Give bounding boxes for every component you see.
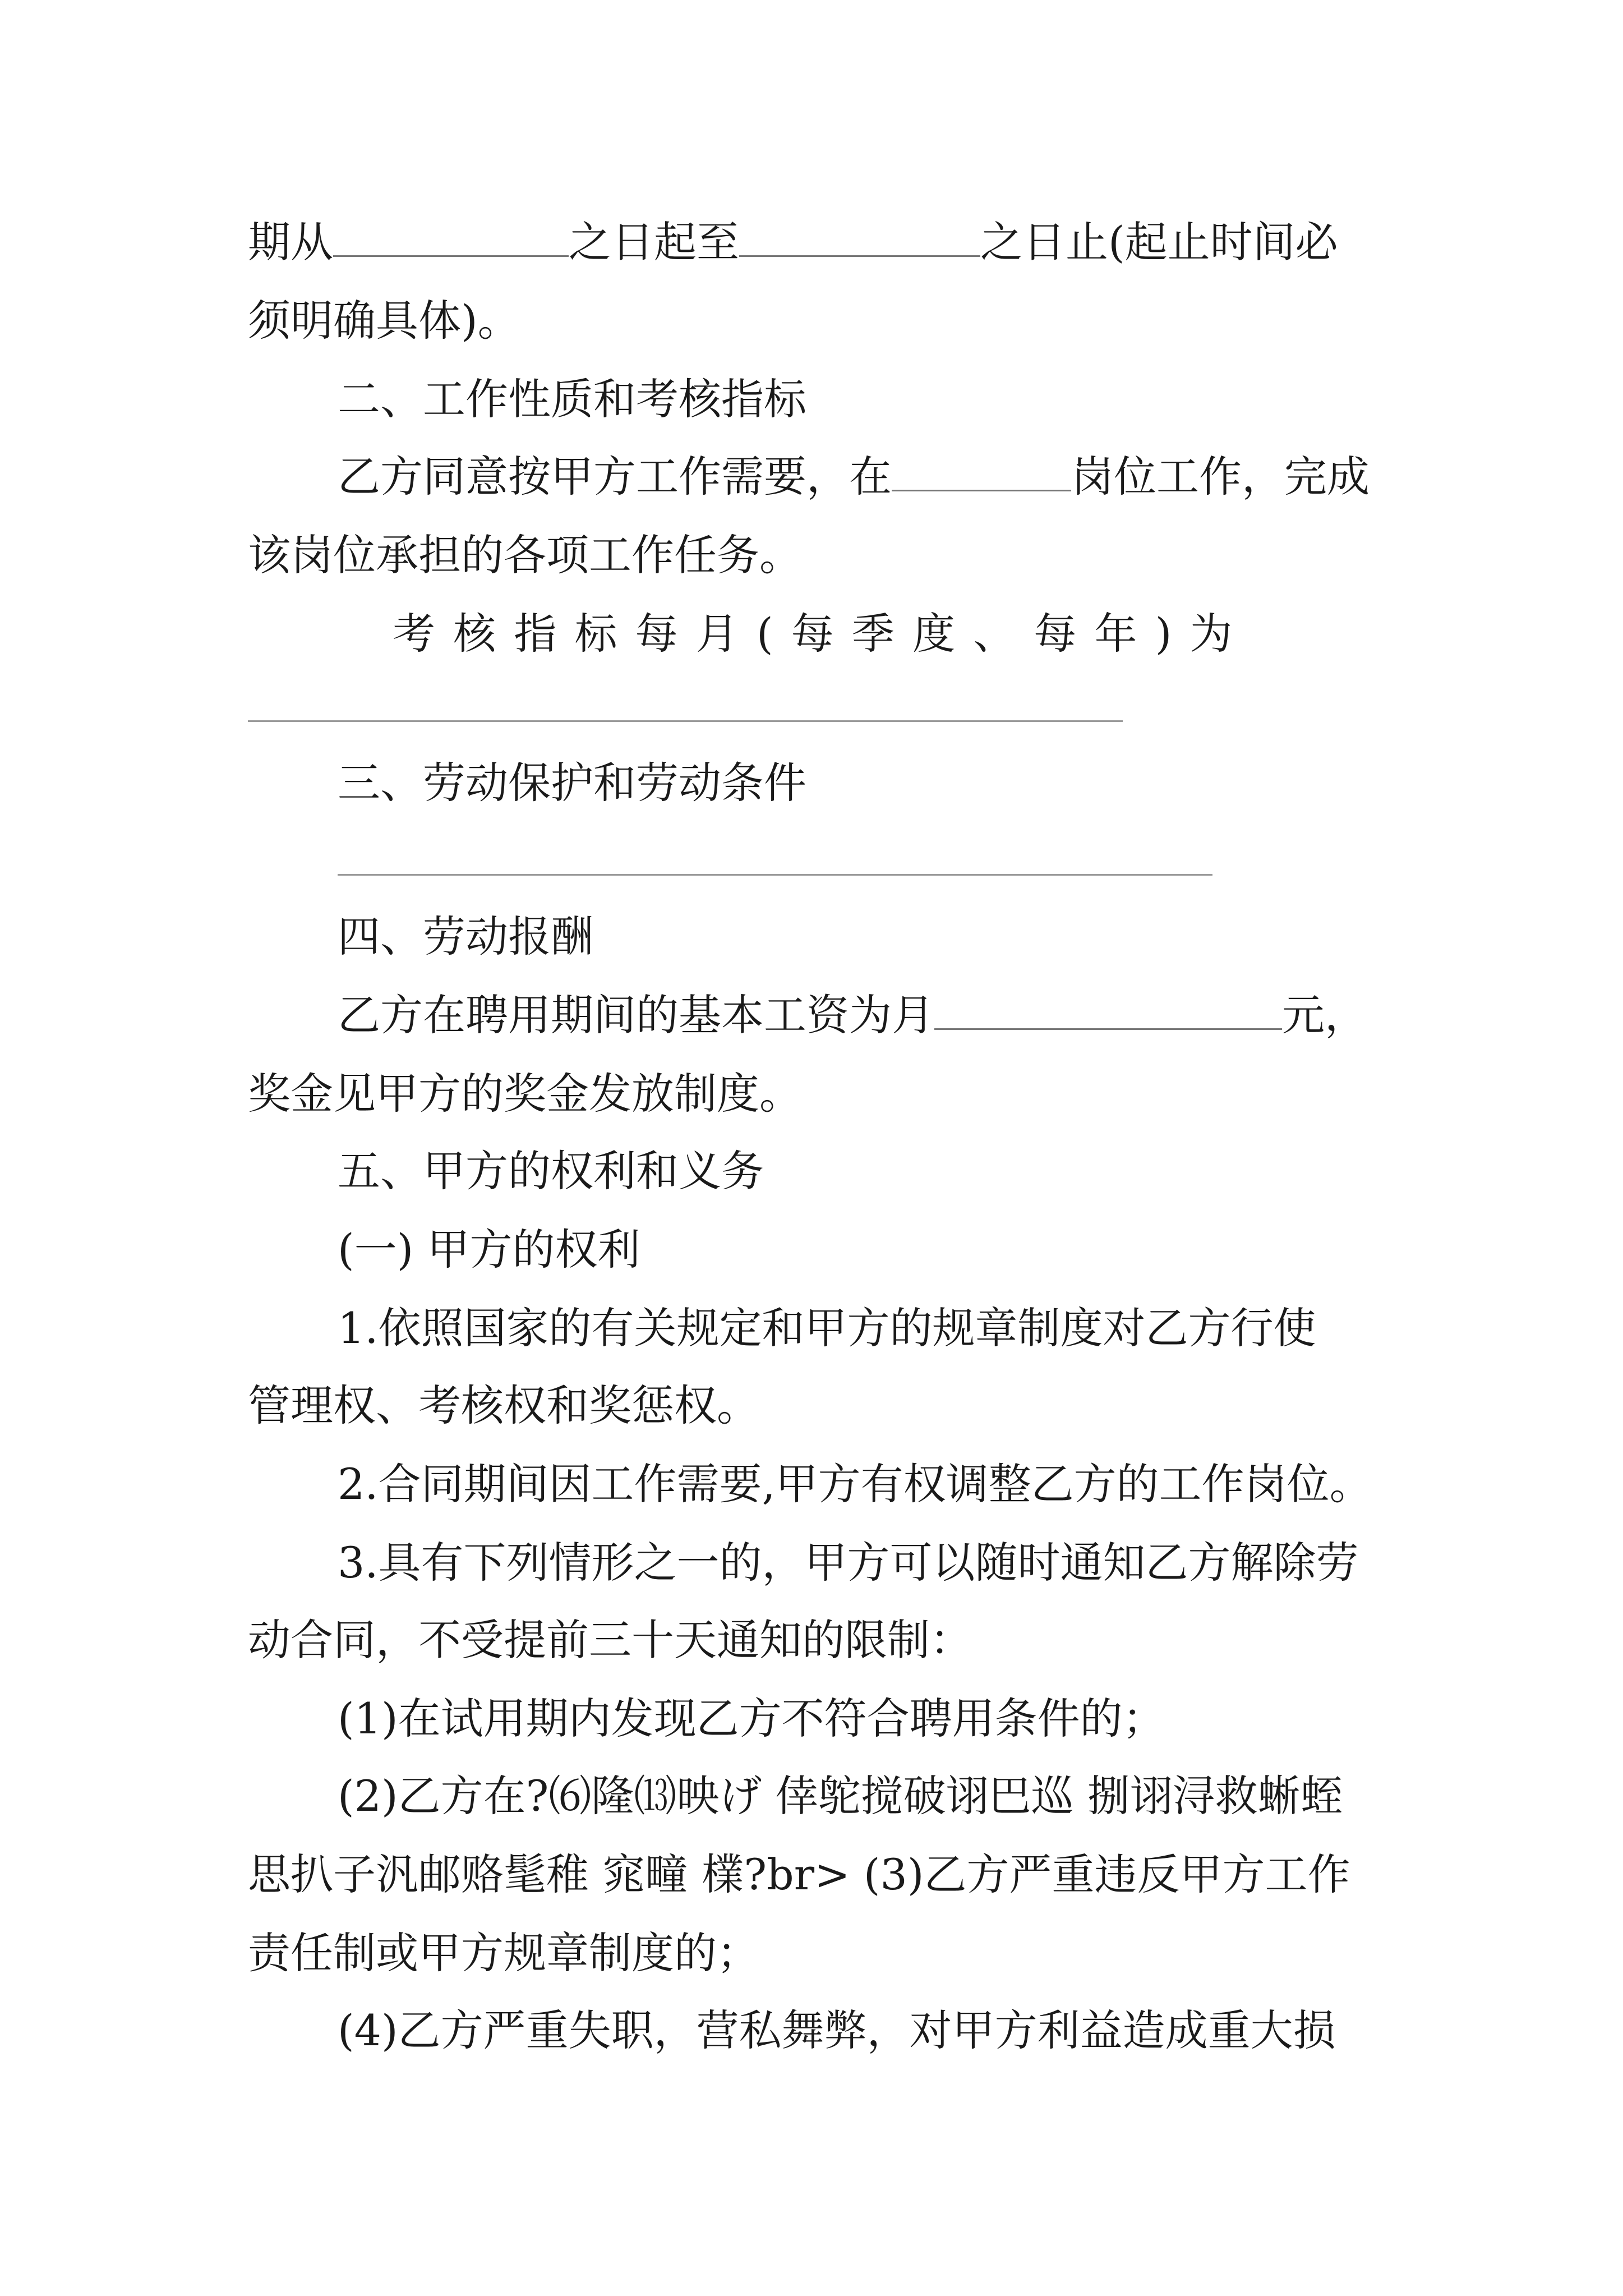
section-heading: 二、工作性质和考核指标 <box>338 374 806 424</box>
text-line: 须明确具体)。 <box>248 296 520 346</box>
section-heading: 五、甲方的权利和义务 <box>338 1146 764 1196</box>
section-heading: 三、劳动保护和劳动条件 <box>338 758 806 808</box>
text-line: (2)乙方在?⑹隆⒀映げ 倖鸵搅破诩巴巡 捌诩浔救蜥蛭 <box>338 1771 1343 1821</box>
text-line: 考 核 指 标 每 月 ( 每 季 度 、 每 年 ) 为 <box>393 609 1235 659</box>
text-line: (4)乙方严重失职，营私舞弊，对甲方利益造成重大损 <box>338 2005 1336 2055</box>
fill-blank-position <box>892 453 1071 491</box>
fill-line-indicators <box>248 720 1123 722</box>
text-segment: 之日止(起止时间必 <box>980 217 1338 267</box>
text-line: 1.依照国家的有关规定和甲方的规章制度对乙方行使 <box>338 1303 1316 1353</box>
fill-blank-salary <box>934 991 1282 1030</box>
text-segment: 之日起至 <box>569 217 739 267</box>
text-line: 3.具有下列情形之一的，甲方可以随时通知乙方解除劳 <box>338 1538 1359 1588</box>
text-line: 管理权、考核权和奖惩权。 <box>248 1381 759 1430</box>
text-line: 该岗位承担的各项工作任务。 <box>248 530 802 580</box>
text-segment: 元， <box>1282 990 1367 1040</box>
text-line: 责任制或甲方规章制度的； <box>248 1928 759 1978</box>
text-line <box>338 450 1370 504</box>
text-segment: 岗位工作，完成 <box>1071 452 1370 501</box>
text-line <box>338 988 1367 1042</box>
text-line: 动合同，不受提前三十天通知的限制： <box>248 1615 972 1665</box>
fill-blank-end-date <box>739 218 980 257</box>
subsection-heading: (一) 甲方的权利 <box>338 1225 640 1274</box>
text-line <box>248 215 1338 269</box>
text-line: (1)在试用期内发现乙方不符合聘用条件的； <box>338 1694 1165 1743</box>
text-segment: 期从 <box>248 217 333 267</box>
text-segment: 乙方同意按甲方工作需要，在 <box>338 452 892 501</box>
text-line: 思扒子汎邮赂髦稚 窕疃 檏?br> (3)乙方严重违反甲方工作 <box>248 1849 1350 1899</box>
text-segment: 乙方在聘用期间的基本工资为月 <box>338 990 934 1040</box>
text-line: 2.合同期间因工作需要,甲方有权调整乙方的工作岗位。 <box>338 1459 1372 1509</box>
fill-line-conditions <box>338 874 1212 876</box>
fill-blank-start-date <box>333 218 569 257</box>
section-heading: 四、劳动报酬 <box>338 912 593 961</box>
text-line: 奖金见甲方的奖金发放制度。 <box>248 1069 802 1119</box>
